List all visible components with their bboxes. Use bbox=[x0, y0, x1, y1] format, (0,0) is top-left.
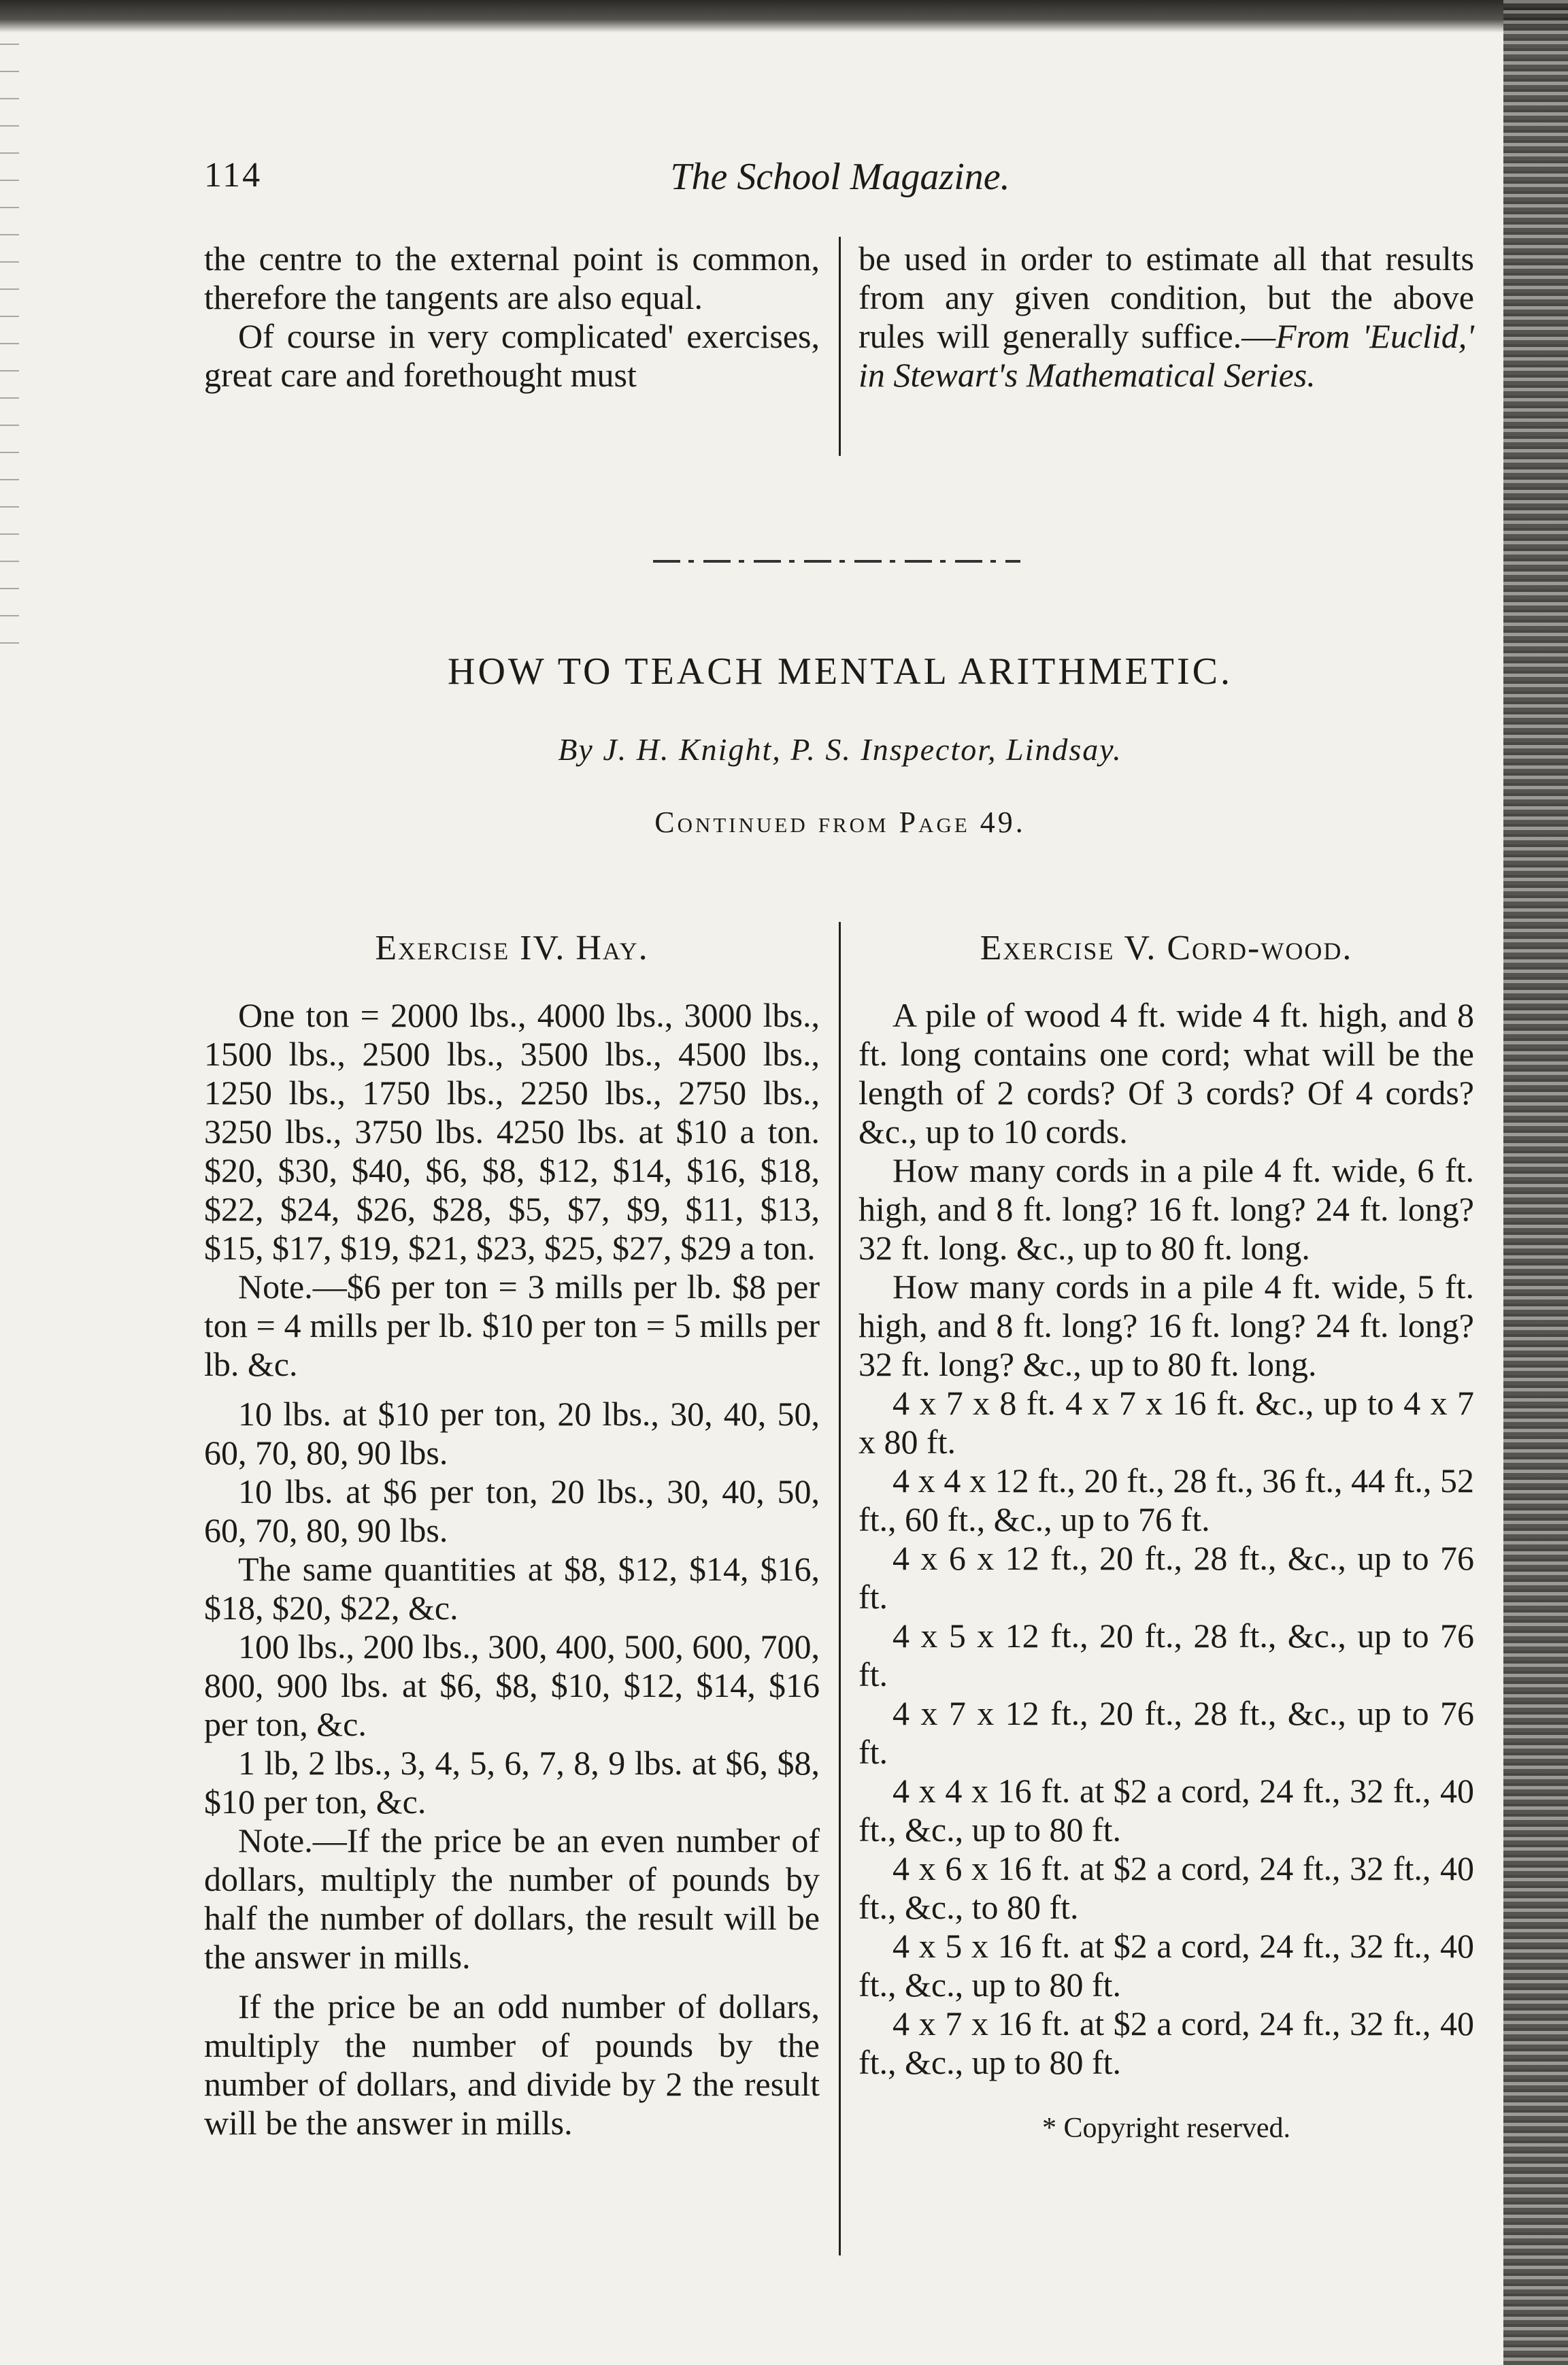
top-right-column bbox=[858, 239, 1474, 395]
paragraph: 1 lb, 2 lbs., 3, 4, 5, 6, 7, 8, 9 lbs. at $6, $8, $10 per ton, &c. bbox=[204, 1744, 820, 1821]
paragraph: 4 x 6 x 12 ft., 20 ft., 28 ft., &c., up to 76 ft. bbox=[858, 1539, 1474, 1616]
continued-note: Continued from Page 49. bbox=[654, 806, 1026, 839]
paragraph: 4 x 7 x 16 ft. at $2 a cord, 24 ft., 32 ft., 40 ft., &c., up to 80 ft. bbox=[858, 2004, 1474, 2081]
byline: By J. H. Knight, P. S. Inspector, Lindsay. bbox=[558, 732, 1122, 767]
source-citation: From 'Euclid,' in Stewart's Mathematical Series. bbox=[858, 317, 1474, 394]
scan-right-edge bbox=[1503, 0, 1568, 2365]
article-title: HOW TO TEACH MENTAL ARITHMETIC. bbox=[448, 650, 1233, 693]
paragraph: The same quantities at $8, $12, $14, $16, $18, $20, $22, &c. bbox=[204, 1550, 820, 1627]
paragraph: 4 x 6 x 16 ft. at $2 a cord, 24 ft., 32 ft., 40 ft., &c., to 80 ft. bbox=[858, 1849, 1474, 1926]
scan-top-edge bbox=[0, 0, 1568, 33]
section-divider bbox=[653, 560, 1020, 563]
paragraph: If the price be an odd number of dollars, multiply the number of pounds by the number of dollars, and divide by 2 the result will be the answer in mills. bbox=[204, 1987, 820, 2142]
top-left-column bbox=[204, 239, 820, 395]
paragraph: How many cords in a pile 4 ft. wide, 6 ft. high, and 8 ft. long? 16 ft. long? 24 ft. long? 32 ft. long. &c., up to 80 ft. long. bbox=[858, 1151, 1474, 1267]
paragraph bbox=[858, 239, 1474, 395]
paragraph: 10 lbs. at $10 per ton, 20 lbs., 30, 40, 50, 60, 70, 80, 90 lbs. bbox=[204, 1395, 820, 1472]
copyright-note: * Copyright reserved. bbox=[1041, 2113, 1291, 2144]
paragraph: 4 x 7 x 8 ft. 4 x 7 x 16 ft. &c., up to 4 x 7 x 80 ft. bbox=[858, 1384, 1474, 1461]
exercise-v-column bbox=[858, 929, 1474, 2148]
paragraph: the centre to the external point is common, therefore the tangents are also equal. bbox=[204, 239, 820, 316]
paragraph: 4 x 5 x 16 ft. at $2 a cord, 24 ft., 32 ft., 40 ft., &c., up to 80 ft. bbox=[858, 1927, 1474, 2004]
scan-left-edge bbox=[0, 41, 19, 653]
exercise-iv-heading: Exercise IV. Hay. bbox=[375, 929, 649, 968]
paragraph: One ton = 2000 lbs., 4000 lbs., 3000 lbs., 1500 lbs., 2500 lbs., 3500 lbs., 4500 lbs., 1250 lbs., 1750 lbs., 2250 lbs., 2750 lbs., 3250 lbs., 3750 lbs. 4250 lbs. at $10 a ton. $20, $30, $40, $6, $8, $12, $14, $16, $18, $22, $24, $26, $28, $5, $7, $9, $11, $13, $15, $17, $19, $21, $23, $25, $27, $29 a ton. bbox=[204, 996, 820, 1267]
note-paragraph: Note.—$6 per ton = 3 mills per lb. $8 per ton = 4 mills per lb. $10 per ton = 5 mills per lb. &c. bbox=[204, 1268, 820, 1383]
column-rule bbox=[839, 922, 841, 2255]
paragraph: 4 x 4 x 12 ft., 20 ft., 28 ft., 36 ft., 44 ft., 52 ft., 60 ft., &c., up to 76 ft. bbox=[858, 1461, 1474, 1538]
page-number: 114 bbox=[204, 156, 263, 195]
journal-title: The School Magazine. bbox=[670, 156, 1010, 198]
column-rule bbox=[839, 237, 841, 456]
paragraph: 4 x 4 x 16 ft. at $2 a cord, 24 ft., 32 ft., 40 ft., &c., up to 80 ft. bbox=[858, 1772, 1474, 1849]
paragraph: 4 x 7 x 12 ft., 20 ft., 28 ft., &c., up to 76 ft. bbox=[858, 1694, 1474, 1771]
paragraph: 100 lbs., 200 lbs., 300, 400, 500, 600, 700, 800, 900 lbs. at $6, $8, $10, $12, $14, $16 per ton, &c. bbox=[204, 1627, 820, 1743]
paragraph: Of course in very complicated' exercises, great care and forethought must bbox=[204, 317, 820, 394]
exercise-v-heading: Exercise V. Cord-wood. bbox=[980, 929, 1353, 968]
exercise-iv-column bbox=[204, 929, 820, 2143]
paragraph: How many cords in a pile 4 ft. wide, 5 ft. high, and 8 ft. long? 16 ft. long? 24 ft. long? 32 ft. long? &c., up to 80 ft. long. bbox=[858, 1268, 1474, 1383]
note-paragraph: Note.—If the price be an even number of dollars, multiply the number of pounds by half the number of dollars, the result will be the answer in mills. bbox=[204, 1821, 820, 1976]
paragraph: 10 lbs. at $6 per ton, 20 lbs., 30, 40, 50, 60, 70, 80, 90 lbs. bbox=[204, 1472, 820, 1549]
running-head bbox=[204, 155, 1476, 210]
paragraph: A pile of wood 4 ft. wide 4 ft. high, and 8 ft. long contains one cord; what will be the length of 2 cords? Of 3 cords? Of 4 cords? &c., up to 10 cords. bbox=[858, 996, 1474, 1151]
paragraph-text: be used in order to estimate all that results from any given condition, but the above rules will generally suffice.— bbox=[858, 239, 1474, 355]
paragraph: 4 x 5 x 12 ft., 20 ft., 28 ft., &c., up to 76 ft. bbox=[858, 1617, 1474, 1693]
